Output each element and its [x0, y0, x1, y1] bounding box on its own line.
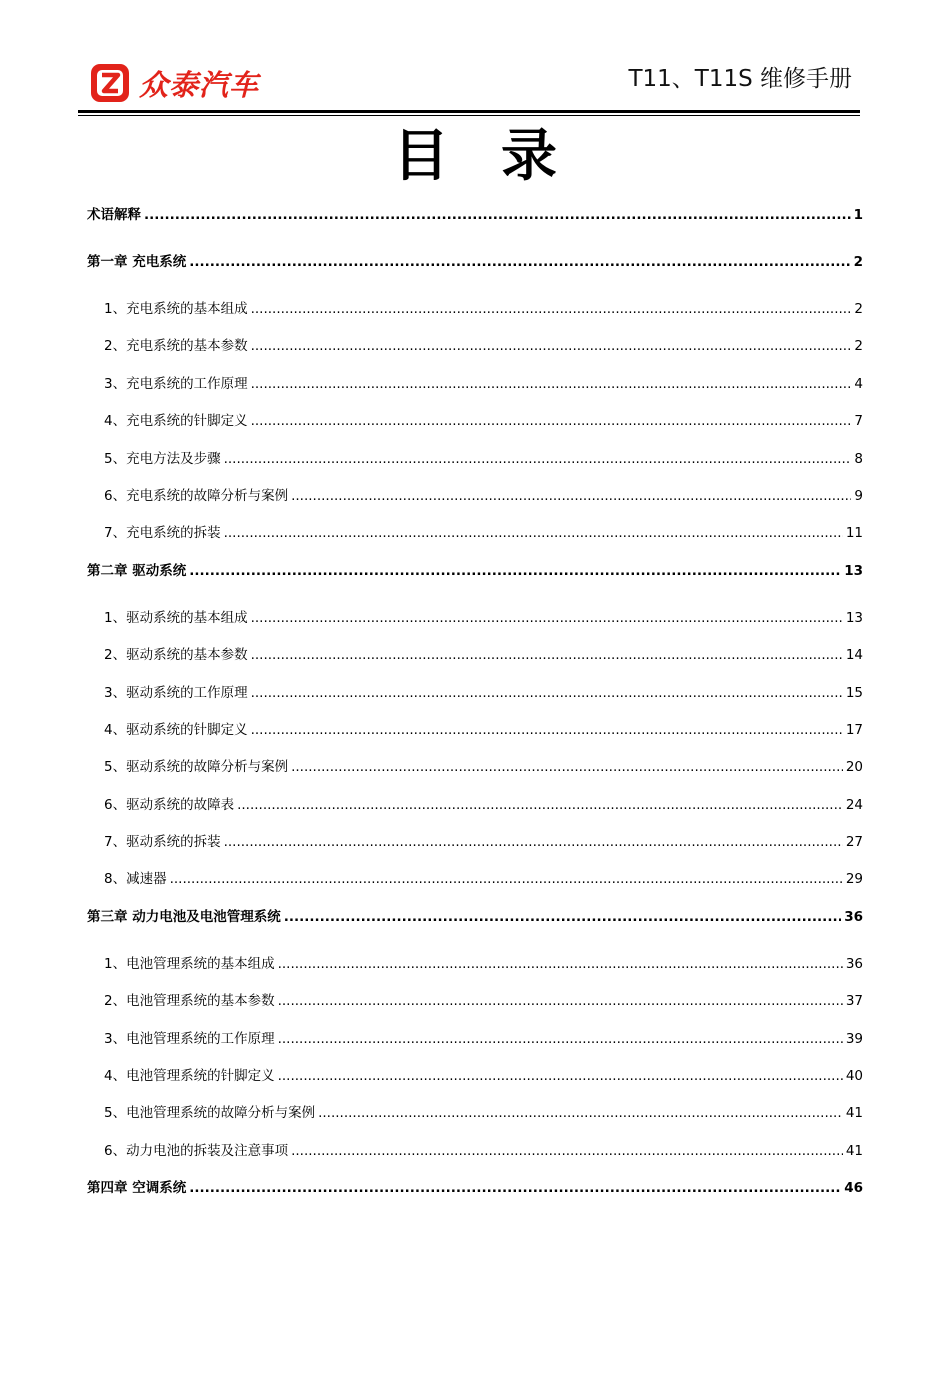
toc-entry-label: 5、充电方法及步骤	[104, 450, 221, 467]
toc-page-number: 36	[844, 908, 863, 925]
toc-dot-leader	[251, 301, 852, 317]
toc-entry-label: 4、驱动系统的针脚定义	[104, 721, 248, 738]
toc-entry-label: 2、驱动系统的基本参数	[104, 647, 248, 664]
toc-page-number: 36	[845, 955, 863, 972]
toc-dot-leader	[144, 207, 851, 223]
toc-dot-leader	[291, 759, 843, 775]
toc-section-entry[interactable]	[87, 755, 863, 792]
toc-entry-label: 1、电池管理系统的基本组成	[104, 955, 275, 972]
toc-entry-label: 第三章 动力电池及电池管理系统	[87, 908, 281, 925]
toc-section-entry[interactable]	[87, 681, 863, 718]
toc-section-entry[interactable]	[87, 409, 863, 446]
toc-page-number: 41	[845, 1105, 863, 1122]
toc-section-entry[interactable]	[87, 1101, 863, 1138]
toc-entry-label: 2、充电系统的基本参数	[104, 338, 248, 355]
toc-page-number: 13	[845, 609, 863, 626]
toc-dot-leader	[224, 834, 843, 850]
toc-dot-leader	[284, 909, 842, 925]
toc-section-entry[interactable]	[87, 1027, 863, 1064]
toc-dot-leader	[251, 376, 852, 392]
toc-dot-leader	[251, 722, 843, 738]
toc-entry-label: 6、动力电池的拆装及注意事项	[104, 1142, 289, 1159]
toc-entry-label: 3、电池管理系统的工作原理	[104, 1030, 275, 1047]
toc-section-entry[interactable]	[87, 484, 863, 521]
toc-page-number: 24	[845, 796, 863, 813]
toc-section-entry[interactable]	[87, 297, 863, 334]
toc-dot-leader	[278, 1031, 843, 1047]
toc-entry-label: 5、电池管理系统的故障分析与案例	[104, 1105, 316, 1122]
toc-section-entry[interactable]	[87, 989, 863, 1026]
brand-logo-icon	[89, 62, 131, 104]
toc-entry-label: 术语解释	[87, 207, 141, 223]
toc-entry-label: 2、电池管理系统的基本参数	[104, 993, 275, 1010]
toc-dot-leader	[278, 1068, 843, 1084]
toc-dot-leader	[251, 610, 843, 626]
toc-page-number: 2	[853, 254, 863, 270]
toc-page-number: 37	[845, 993, 863, 1010]
toc-page-number: 15	[845, 684, 863, 701]
toc-page-number: 1	[853, 207, 863, 223]
toc-entry-label: 3、驱动系统的工作原理	[104, 684, 248, 701]
toc-dot-leader	[251, 685, 843, 701]
toc-dot-leader	[291, 1143, 843, 1159]
toc-chapter-entry[interactable]	[87, 203, 863, 250]
toc-entry-label: 6、驱动系统的故障表	[104, 796, 235, 813]
toc-dot-leader	[189, 563, 841, 579]
toc-page-number: 9	[854, 487, 863, 504]
toc-dot-leader	[170, 871, 843, 887]
brand-name: 众泰汽车	[139, 67, 260, 102]
toc-chapter-entry[interactable]	[87, 1176, 863, 1223]
toc-page-number: 2	[854, 301, 863, 317]
toc-chapter-entry[interactable]	[87, 905, 863, 952]
toc-entry-label: 1、驱动系统的基本组成	[104, 609, 248, 626]
toc-entry-label: 6、充电系统的故障分析与案例	[104, 487, 289, 504]
toc-page-number: 17	[845, 721, 863, 738]
toc-page-number: 2	[854, 338, 863, 355]
page-title: 目录	[393, 123, 609, 189]
toc-section-entry[interactable]	[87, 606, 863, 643]
toc-section-entry[interactable]	[87, 521, 863, 558]
toc-dot-leader	[318, 1105, 843, 1121]
toc-chapter-entry[interactable]	[87, 250, 863, 297]
toc-dot-leader	[189, 1180, 841, 1196]
toc-section-entry[interactable]	[87, 830, 863, 867]
toc-page-number: 40	[845, 1068, 863, 1085]
toc-dot-leader	[278, 956, 843, 972]
toc-dot-leader	[278, 993, 843, 1009]
header-divider-thin	[78, 115, 860, 116]
toc-section-entry[interactable]	[87, 718, 863, 755]
toc-page-number: 13	[844, 562, 863, 579]
toc-page-number: 41	[845, 1142, 863, 1159]
brand-logo	[89, 62, 259, 104]
toc-page-number: 4	[854, 375, 863, 392]
toc-dot-leader	[251, 413, 852, 429]
toc-entry-label: 第四章 空调系统	[87, 1180, 187, 1197]
toc-entry-label: 4、电池管理系统的针脚定义	[104, 1068, 275, 1085]
toc-entry-label: 4、充电系统的针脚定义	[104, 413, 248, 430]
toc-section-entry[interactable]	[87, 952, 863, 989]
toc-page-number: 39	[845, 1030, 863, 1047]
table-of-contents	[87, 203, 863, 1223]
toc-dot-leader	[189, 254, 850, 270]
toc-page-number: 20	[845, 759, 863, 776]
toc-entry-label: 1、充电系统的基本组成	[104, 301, 248, 317]
toc-dot-leader	[291, 488, 851, 504]
toc-section-entry[interactable]	[87, 867, 863, 904]
toc-dot-leader	[237, 797, 843, 813]
toc-page-number: 11	[845, 525, 863, 542]
toc-section-entry[interactable]	[87, 793, 863, 830]
toc-entry-label: 5、驱动系统的故障分析与案例	[104, 759, 289, 776]
toc-entry-label: 8、减速器	[104, 871, 167, 888]
toc-section-entry[interactable]	[87, 1139, 863, 1176]
toc-page-number: 46	[844, 1180, 863, 1197]
toc-entry-label: 7、充电系统的拆装	[104, 525, 221, 542]
toc-section-entry[interactable]	[87, 372, 863, 409]
toc-dot-leader	[251, 338, 852, 354]
toc-section-entry[interactable]	[87, 334, 863, 371]
toc-section-entry[interactable]	[87, 1064, 863, 1101]
header-divider-thick	[78, 110, 860, 113]
manual-title: T11、T11S 维修手册	[628, 66, 852, 92]
toc-dot-leader	[251, 647, 843, 663]
toc-section-entry[interactable]	[87, 643, 863, 680]
toc-page-number: 27	[845, 834, 863, 851]
toc-dot-leader	[224, 451, 852, 467]
page-header	[0, 0, 950, 120]
toc-page-number: 29	[845, 871, 863, 888]
toc-page-number: 14	[845, 647, 863, 664]
toc-entry-label: 第二章 驱动系统	[87, 562, 187, 579]
toc-dot-leader	[224, 525, 843, 541]
toc-entry-label: 7、驱动系统的拆装	[104, 834, 221, 851]
toc-entry-label: 3、充电系统的工作原理	[104, 375, 248, 392]
toc-page-number: 8	[854, 450, 863, 467]
toc-entry-label: 第一章 充电系统	[87, 254, 187, 270]
toc-chapter-entry[interactable]	[87, 559, 863, 606]
toc-page-number: 7	[854, 413, 863, 430]
toc-section-entry[interactable]	[87, 447, 863, 484]
